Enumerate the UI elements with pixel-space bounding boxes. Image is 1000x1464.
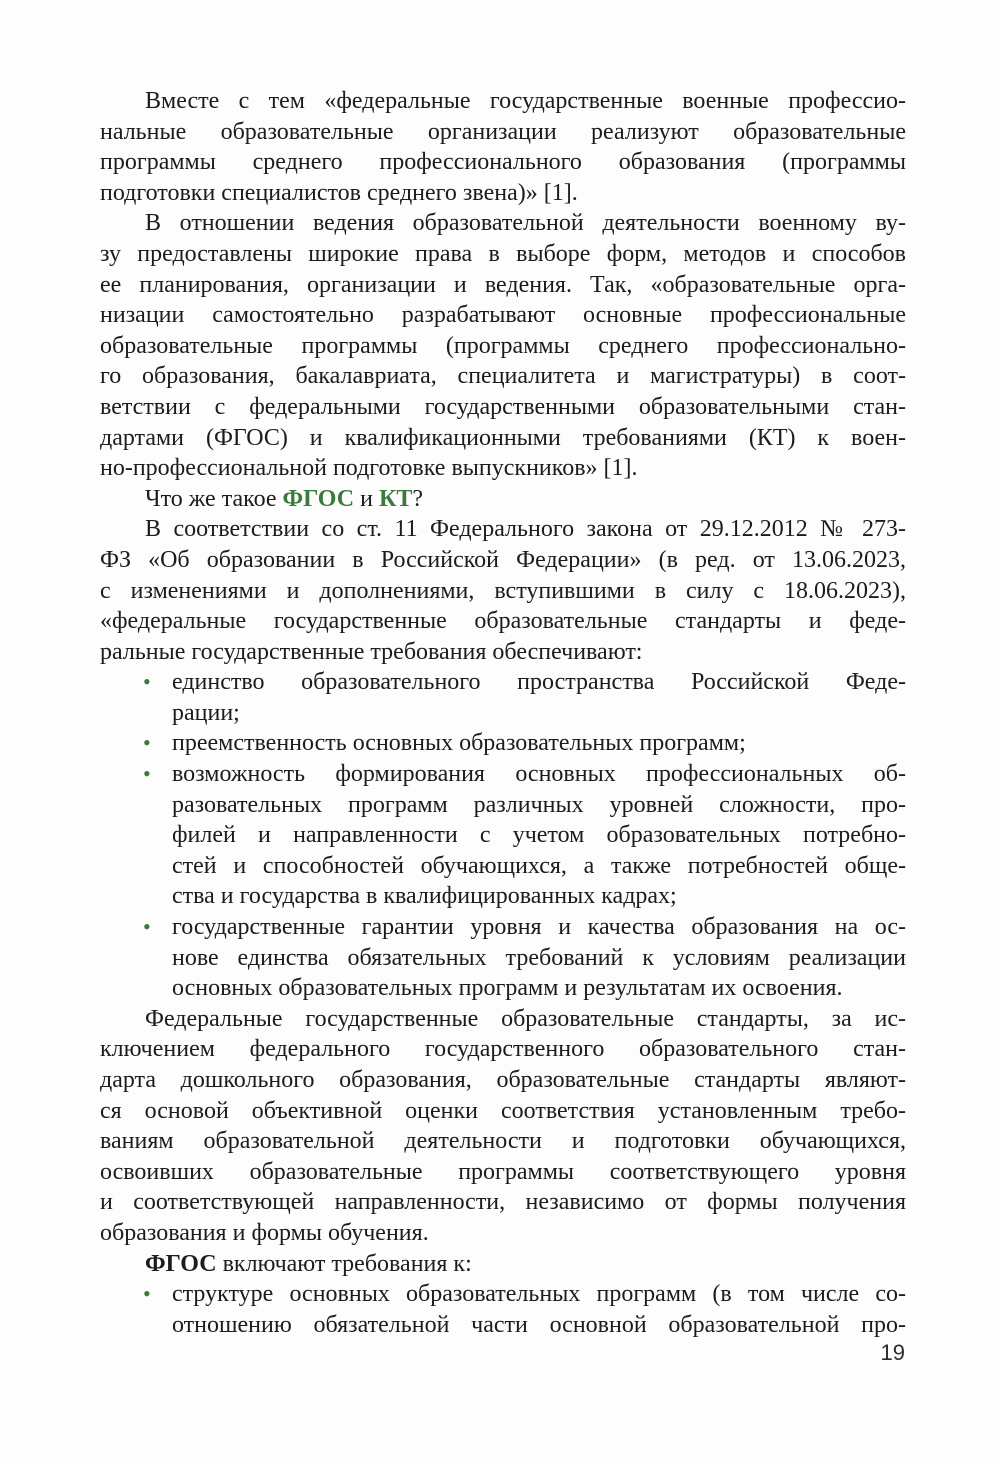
text-segment: В отношении ведения образовательной деятельности военному ву- — [145, 210, 906, 237]
text-segment: образовательные программы (программы среднего профессионально- — [100, 332, 906, 359]
text-segment: го образования, бакалавриата, специалитета и магистратуры) в соот- — [100, 363, 906, 390]
text-segment: дарта дошкольного образования, образовательные стандарты являют- — [100, 1067, 906, 1093]
text-line — [100, 147, 906, 178]
text-segment: низации самостоятельно разрабатывают основные профессиональные — [100, 302, 906, 329]
text-line — [143, 667, 906, 698]
text-segment: ? — [412, 485, 424, 512]
text-segment: и соответствующей направленности, независимо от формы получения — [100, 1189, 906, 1216]
text-segment: В соответствии со ст. 11 Федерального закона от 29.12.2012 № 273- — [145, 516, 906, 543]
text-line — [172, 851, 906, 882]
bullet-list — [100, 1279, 906, 1340]
text-line — [143, 912, 906, 943]
text-line — [100, 423, 906, 454]
text-segment: «федеральные государственные образовательные стандарты и феде- — [100, 608, 906, 635]
text-line — [143, 1279, 906, 1310]
text-line — [100, 1004, 906, 1035]
text-line — [172, 881, 906, 912]
text-line — [100, 361, 906, 392]
text-line — [100, 239, 906, 270]
bullet-item — [100, 1279, 906, 1340]
text-segment: ФГОС — [145, 1250, 217, 1277]
text-segment: ся основой объективной оценки соответствия установленным требо- — [100, 1097, 906, 1124]
bullet-icon: • — [143, 669, 151, 695]
text-line — [100, 545, 906, 576]
text-segment: ключением федерального государственного образовательного стан- — [100, 1036, 906, 1063]
text-line — [100, 1157, 906, 1188]
paragraph — [100, 86, 906, 208]
paragraph — [100, 1249, 906, 1280]
text-segment: зу предоставлены широкие права в выборе форм, методов и способов — [100, 240, 906, 267]
bullet-icon: • — [143, 914, 151, 940]
paragraph — [100, 484, 906, 515]
text-segment: отношению обязательной части основной образовательной про- — [172, 1311, 906, 1338]
text-segment: Федеральные государственные образовательные стандарты, за ис- — [145, 1005, 906, 1032]
paragraph — [100, 208, 906, 483]
text-line — [143, 728, 906, 759]
text-segment: программы среднего профессионального образования (программы — [100, 149, 906, 176]
text-line — [100, 1187, 906, 1218]
text-segment: единство образовательного пространства Российской Феде- — [172, 669, 906, 696]
text-segment: включают требования к: — [216, 1250, 472, 1277]
bullet-item — [100, 912, 906, 1004]
text-line — [100, 484, 906, 515]
bullet-list — [100, 667, 906, 1004]
text-segment: и — [354, 485, 379, 512]
text-line — [100, 117, 906, 148]
text-segment: но-профессиональной подготовке выпускников» [1]. — [100, 455, 638, 482]
bullet-item — [100, 728, 906, 759]
text-segment: возможность формирования основных профессиональных об- — [172, 761, 906, 788]
text-segment: ваниям образовательной деятельности и подготовки обучающихся, — [100, 1128, 906, 1155]
text-line — [100, 392, 906, 423]
text-line — [100, 453, 906, 484]
text-line — [172, 973, 906, 1004]
text-segment: нове единства обязательных требований к условиям реализации — [172, 944, 906, 971]
page-number: 19 — [880, 1340, 905, 1365]
text-line — [100, 208, 906, 239]
text-segment: образования и формы обучения. — [100, 1219, 429, 1246]
text-line — [100, 637, 906, 668]
text-line — [143, 759, 906, 790]
bullet-icon: • — [143, 1281, 151, 1307]
text-segment: ФГОС — [282, 485, 355, 512]
text-line — [172, 790, 906, 821]
text-line — [100, 1096, 906, 1127]
text-line — [172, 943, 906, 974]
text-line — [100, 1249, 906, 1280]
text-segment: структуре основных образовательных программ (в том числе со- — [172, 1281, 906, 1308]
text-segment: освоивших образовательные программы соответствующего уровня — [100, 1158, 906, 1185]
text-line — [100, 86, 906, 117]
text-line — [100, 331, 906, 362]
text-segment: Вместе с тем «федеральные государственные военные профессио- — [145, 88, 906, 114]
text-line — [100, 606, 906, 637]
page-content — [100, 86, 906, 1340]
text-segment: КТ — [378, 485, 413, 512]
text-line — [100, 576, 906, 607]
bullet-item — [100, 759, 906, 912]
text-segment: ее планирования, организации и ведения. Так, «образовательные орга- — [100, 271, 906, 298]
text-segment: ветствии с федеральными государственными образовательными стан- — [100, 393, 906, 420]
text-segment: филей и направленности с учетом образовательных потребно- — [172, 822, 906, 849]
text-segment: ральные государственные требования обеспечивают: — [100, 638, 643, 665]
text-segment: дартами (ФГОС) и квалификационными требованиями (КТ) к воен- — [100, 424, 906, 451]
text-line — [100, 514, 906, 545]
text-segment: ФЗ «Об образовании в Российской Федерации» (в ред. от 13.06.2023, — [100, 546, 906, 573]
text-line — [100, 1065, 906, 1096]
text-segment: рации; — [172, 699, 240, 726]
text-line — [100, 1126, 906, 1157]
text-line — [100, 178, 906, 209]
text-segment: ства и государства в квалифицированных кадрах; — [172, 883, 677, 910]
text-line — [100, 1034, 906, 1065]
text-line — [172, 1310, 906, 1341]
text-line — [100, 270, 906, 301]
bullet-item — [100, 667, 906, 728]
text-segment: стей и способностей обучающихся, а также потребностей обще- — [172, 852, 906, 879]
text-segment: подготовки специалистов среднего звена)» [1]. — [100, 179, 578, 206]
text-segment: разовательных программ различных уровней сложности, про- — [172, 791, 906, 818]
paragraph — [100, 1004, 906, 1249]
text-segment: нальные образовательные организации реализуют образовательные — [100, 118, 906, 145]
bullet-icon: • — [143, 730, 151, 756]
text-segment: преемственность основных образовательных программ; — [172, 730, 746, 757]
text-line — [100, 300, 906, 331]
paragraph — [100, 514, 906, 667]
text-segment: государственные гарантии уровня и качества образования на ос- — [172, 914, 906, 941]
text-segment: основных образовательных программ и результатам их освоения. — [172, 975, 843, 1002]
text-segment: с изменениями и дополнениями, вступившими в силу с 18.06.2023), — [100, 577, 906, 604]
text-line — [100, 1218, 906, 1249]
text-line — [172, 698, 906, 729]
bullet-icon: • — [143, 761, 151, 787]
text-segment: Что же такое — [145, 485, 283, 512]
text-line — [172, 820, 906, 851]
